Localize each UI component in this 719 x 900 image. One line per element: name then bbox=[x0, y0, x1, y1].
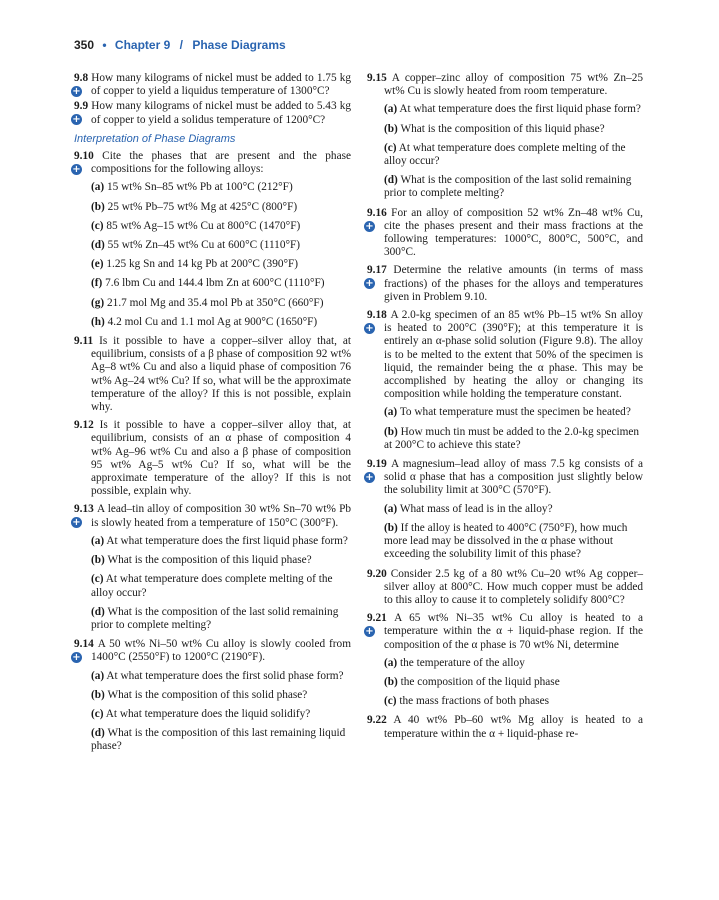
problem-9-13 bbox=[74, 503, 351, 529]
part-label: (a) bbox=[91, 669, 105, 682]
part-a bbox=[367, 503, 643, 516]
problem-number: 9.21 bbox=[367, 612, 387, 625]
plus-icon: + bbox=[365, 472, 374, 484]
part-text: What is the composition of the last solid remaining prior to complete melting? bbox=[384, 174, 632, 200]
problem-9-16 bbox=[367, 207, 643, 260]
part-text: the composition of the liquid phase bbox=[400, 675, 560, 688]
plus-icon: + bbox=[365, 323, 374, 335]
problem-9-10 bbox=[74, 150, 351, 176]
problem-number: 9.20 bbox=[367, 567, 387, 580]
part-label: (f) bbox=[91, 277, 103, 290]
problem-9-17 bbox=[367, 264, 643, 304]
problem-number: 9.8 bbox=[74, 72, 89, 84]
section-heading: Interpretation of Phase Diagrams bbox=[74, 132, 236, 145]
part-text: 15 wt% Sn–85 wt% Pb at 100°C (212°F) bbox=[107, 181, 293, 194]
part-label: (b) bbox=[384, 122, 398, 135]
problem-9-8 bbox=[74, 72, 351, 98]
part-text: 1.25 kg Sn and 14 kg Pb at 200°C (390°F) bbox=[106, 258, 299, 271]
part-label: (b) bbox=[384, 425, 398, 438]
part-d bbox=[74, 727, 351, 753]
plus-icon: + bbox=[72, 517, 81, 529]
part-text: 85 wt% Ag–15 wt% Cu at 800°C (1470°F) bbox=[106, 219, 301, 232]
problem-text: How many kilograms of nickel must be added to 5.43 kg of copper to yield a solidus temperature of 1200°C? bbox=[91, 100, 351, 126]
part-d bbox=[74, 606, 351, 632]
part-a bbox=[367, 657, 643, 670]
part-label: (c) bbox=[91, 573, 104, 586]
plus-icon: + bbox=[72, 652, 81, 664]
part-g bbox=[74, 297, 351, 310]
problem-text: A 2.0-kg specimen of an 85 wt% Pb–15 wt% Sn alloy is heated to 200°C (390°F); at this temperature it is entirely an α-phase solid solution (Figure 9.8). The alloy is to be melted to the extent that 50% of the specimen is liquid, the remainder being the α phase. This may be accomplished by heating the alloy or changing its composition while holding the temperature constant. bbox=[384, 309, 643, 401]
part-c bbox=[367, 142, 643, 168]
part-label: (e) bbox=[91, 258, 104, 271]
plus-icon: + bbox=[72, 86, 81, 97]
problem-9-18 bbox=[367, 309, 643, 401]
problem-text: A magnesium–lead alloy of mass 7.5 kg consists of a solid α phase that has a composition just slightly below the solubility limit at 300°C (570°F). bbox=[384, 458, 644, 497]
part-label: (g) bbox=[91, 296, 105, 309]
part-text: What is the composition of this solid phase? bbox=[107, 688, 308, 701]
part-text: 55 wt% Zn–45 wt% Cu at 600°C (1110°F) bbox=[107, 239, 301, 252]
part-text: 21.7 mol Mg and 35.4 mol Pb at 350°C (660°F) bbox=[107, 296, 324, 309]
problem-9-19 bbox=[367, 458, 643, 498]
part-e bbox=[74, 258, 351, 271]
part-text: At what temperature does the first liquid phase form? bbox=[106, 534, 348, 547]
part-c bbox=[74, 220, 351, 233]
problem-number: 9.22 bbox=[367, 714, 387, 727]
chapter-label: Chapter 9 bbox=[114, 38, 171, 52]
part-label: (b) bbox=[91, 554, 105, 567]
part-b bbox=[367, 123, 643, 136]
part-b bbox=[74, 201, 351, 214]
problem-text: A 40 wt% Pb–60 wt% Mg alloy is heated to a temperature within the α + liquid-phase re- bbox=[384, 714, 643, 740]
part-label: (d) bbox=[91, 239, 105, 252]
plus-icon: + bbox=[365, 220, 374, 232]
part-text: If the alloy is heated to 400°C (750°F), how much more lead may be dissolved in the α phase without exceeding the solubility limit of this phase? bbox=[384, 521, 628, 561]
part-text: the mass fractions of both phases bbox=[399, 695, 550, 708]
part-label: (a) bbox=[384, 656, 398, 669]
part-b bbox=[367, 426, 643, 452]
problem-9-15 bbox=[367, 72, 643, 98]
part-label: (b) bbox=[91, 688, 105, 701]
problem-9-22 bbox=[367, 714, 643, 740]
part-label: (d) bbox=[384, 174, 398, 187]
part-text: What is the composition of the last solid remaining prior to complete melting? bbox=[91, 605, 339, 631]
part-label: (a) bbox=[384, 103, 398, 116]
part-label: (d) bbox=[91, 605, 105, 618]
left-column bbox=[74, 72, 351, 760]
part-b bbox=[367, 676, 643, 689]
part-c bbox=[74, 573, 351, 599]
chapter-title: Phase Diagrams bbox=[192, 38, 286, 52]
problem-text: How many kilograms of nickel must be added to 1.75 kg of copper to yield a liquidus temperature of 1300°C? bbox=[91, 72, 351, 98]
part-label: (c) bbox=[91, 707, 104, 720]
part-label: (a) bbox=[384, 406, 398, 419]
problem-9-21 bbox=[367, 612, 643, 652]
problem-number: 9.15 bbox=[367, 72, 387, 84]
part-label: (a) bbox=[91, 534, 105, 547]
plus-icon: + bbox=[365, 278, 374, 290]
part-a bbox=[74, 670, 351, 683]
problem-9-14 bbox=[74, 638, 351, 664]
part-label: (c) bbox=[384, 141, 397, 154]
problem-9-9 bbox=[74, 100, 351, 126]
part-c bbox=[367, 695, 643, 708]
part-label: (a) bbox=[384, 502, 398, 515]
part-b bbox=[74, 554, 351, 567]
part-label: (c) bbox=[91, 219, 104, 232]
part-label: (c) bbox=[384, 695, 397, 708]
part-a bbox=[74, 535, 351, 548]
problem-text: Determine the relative amounts (in terms of mass fractions) of the phases for the alloys and temperatures given in Problem 9.10. bbox=[384, 264, 643, 303]
running-header bbox=[74, 38, 286, 52]
problem-9-12 bbox=[74, 419, 351, 498]
part-label: (d) bbox=[91, 727, 105, 740]
plus-icon: + bbox=[72, 114, 81, 126]
problem-text: A 65 wt% Ni–35 wt% Cu alloy is heated to a temperature within the α + liquid-phase region. If the composition of the α phase is 70 wt% Ni, determine bbox=[384, 612, 643, 651]
problem-number: 9.13 bbox=[74, 503, 94, 516]
plus-icon: + bbox=[365, 626, 374, 638]
part-label: (h) bbox=[91, 315, 105, 328]
problem-number: 9.17 bbox=[367, 264, 387, 277]
part-text: At what temperature does the first liquid phase form? bbox=[399, 103, 641, 116]
part-text: At what temperature does the first solid phase form? bbox=[106, 669, 344, 682]
part-d bbox=[74, 239, 351, 252]
page-number: 350 bbox=[74, 38, 95, 52]
part-text: What is the composition of this last remaining liquid phase? bbox=[91, 727, 346, 753]
part-label: (b) bbox=[384, 675, 398, 688]
part-a bbox=[367, 103, 643, 116]
part-f bbox=[74, 277, 351, 290]
part-text: To what temperature must the specimen be heated? bbox=[399, 406, 631, 419]
header-slash: / bbox=[179, 38, 183, 52]
problem-number: 9.19 bbox=[367, 458, 387, 471]
header-bullet: • bbox=[102, 38, 107, 52]
part-text: At what temperature does complete melting of the alloy occur? bbox=[91, 573, 333, 599]
part-text: the temperature of the alloy bbox=[400, 656, 525, 669]
problem-9-20 bbox=[367, 568, 643, 608]
problem-number: 9.12 bbox=[74, 419, 94, 432]
problem-text: Cite the phases that are present and the phase compositions for the following alloys: bbox=[91, 150, 352, 176]
problem-text: A copper–zinc alloy of composition 75 wt% Zn–25 wt% Cu is slowly heated from room temperature. bbox=[384, 72, 644, 98]
problem-number: 9.9 bbox=[74, 100, 89, 113]
part-text: What is the composition of this liquid phase? bbox=[400, 122, 605, 135]
problem-number: 9.16 bbox=[367, 206, 387, 219]
problem-number: 9.10 bbox=[74, 150, 94, 163]
part-text: 25 wt% Pb–75 wt% Mg at 425°C (800°F) bbox=[107, 200, 298, 213]
part-b bbox=[74, 689, 351, 702]
right-column bbox=[367, 72, 643, 746]
part-text: 4.2 mol Cu and 1.1 mol Ag at 900°C (1650°F) bbox=[107, 315, 318, 328]
problem-text: Is it possible to have a copper–silver alloy that, at equilibrium, consists of an α phase of composition 4 wt% Ag–96 wt% Cu and also a β phase of composition 95 wt% Ag–5 wt% Cu? If so, what will be the approximate temperature of the alloy? If this is not possible, explain why. bbox=[91, 419, 352, 498]
part-h bbox=[74, 316, 351, 329]
problem-text: A lead–tin alloy of composition 30 wt% Sn–70 wt% Pb is slowly heated from a temperature of 150°C (300°F). bbox=[91, 503, 352, 529]
plus-icon: + bbox=[72, 164, 81, 176]
part-label: (a) bbox=[91, 181, 105, 194]
problem-text: Is it possible to have a copper–silver alloy that, at equilibrium, consists of a β phase of composition 92 wt% Ag–8 wt% Cu and also a liquid phase of composition 76 wt% Ag–24 wt% Cu? If so, what will be the approximate temperature of the alloy? If this is not possible, explain why. bbox=[91, 335, 352, 414]
part-c bbox=[74, 708, 351, 721]
problem-text: Consider 2.5 kg of a 80 wt% Cu–20 wt% Ag copper–silver alloy at 800°C. How much copper must be added to this alloy to cause it to completely solidify 800°C? bbox=[384, 567, 643, 606]
part-a bbox=[74, 181, 351, 194]
problem-text: For an alloy of composition 52 wt% Zn–48 wt% Cu, cite the phases present and their mass fractions at the following temperatures: 1000°C, 800°C, 500°C, and 300°C. bbox=[384, 206, 644, 259]
problem-text: A 50 wt% Ni–50 wt% Cu alloy is slowly cooled from 1400°C (2550°F) to 1200°C (2190°F). bbox=[91, 638, 351, 664]
problem-number: 9.18 bbox=[367, 309, 387, 322]
problem-9-11 bbox=[74, 335, 351, 414]
part-label: (b) bbox=[384, 521, 398, 534]
part-text: What is the composition of this liquid phase? bbox=[107, 554, 312, 567]
part-text: At what temperature does complete melting of the alloy occur? bbox=[384, 141, 626, 168]
part-text: At what temperature does the liquid solidify? bbox=[105, 707, 311, 720]
part-b bbox=[367, 522, 643, 562]
part-a bbox=[367, 406, 643, 419]
part-text: 7.6 lbm Cu and 144.4 lbm Zn at 600°C (1110°F) bbox=[105, 277, 325, 290]
problem-number: 9.11 bbox=[74, 335, 94, 348]
part-label: (b) bbox=[91, 200, 105, 213]
problem-number: 9.14 bbox=[74, 638, 94, 651]
part-text: What mass of lead is in the alloy? bbox=[399, 502, 553, 515]
part-text: How much tin must be added to the 2.0-kg specimen at 200°C to achieve this state? bbox=[384, 425, 640, 451]
part-d bbox=[367, 174, 643, 200]
